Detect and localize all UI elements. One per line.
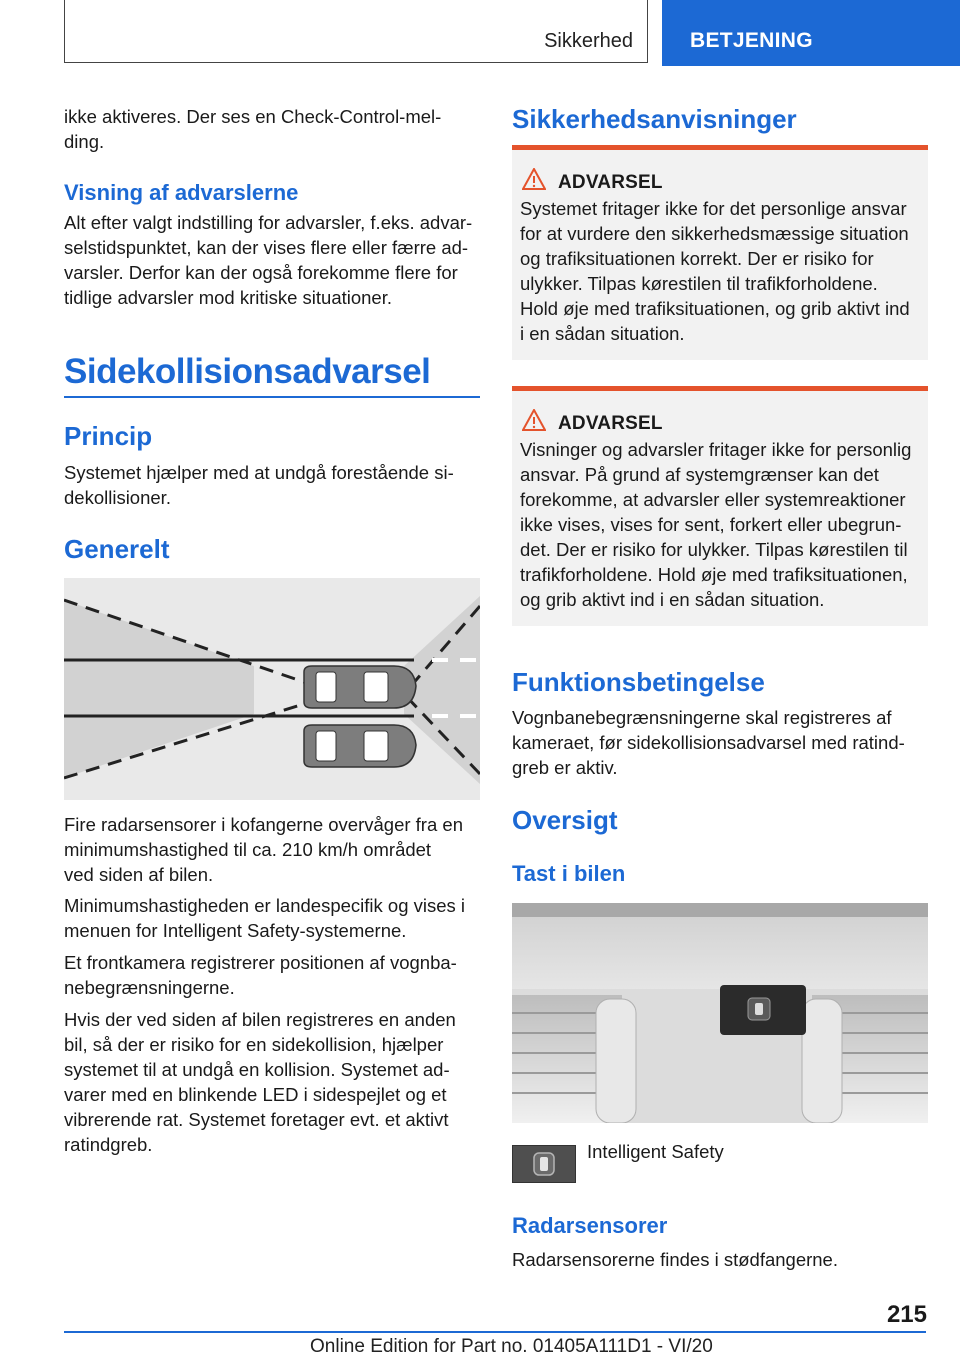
text-line: ding.: [64, 131, 105, 152]
text-line: vibrerende rat. Systemet foretager evt. et aktivt: [64, 1109, 449, 1130]
car-icon: [304, 666, 416, 708]
text-line: tidlige advarsler mod kritiske situationer.: [64, 287, 393, 308]
text-line: forekomme, at advarsler eller systemreaktioner: [520, 489, 906, 510]
text-line: Visninger og advarsler fritager ikke for personlig: [520, 439, 912, 460]
footer-rule: [64, 1331, 926, 1333]
warning-text: [512, 190, 928, 360]
warning-header: [512, 391, 928, 434]
text-line: minimumshastighed til ca. 210 km/h området: [64, 839, 432, 860]
button-label: Intelligent Safety: [587, 1141, 724, 1162]
text-line: varer med en blinkende LED i sidespejlet og et: [64, 1084, 447, 1105]
text-line: og trafiksituationen korrekt. Der er risiko for: [520, 248, 874, 269]
text-line: Vognbanebegrænsningerne skal registreres af: [512, 707, 892, 728]
warning-box: [512, 145, 928, 360]
text-line: selstidspunktet, kan der vises flere eller færre ad-: [64, 237, 469, 258]
text-line: Fire radarsensorer i kofangerne overvåger fra en: [64, 814, 463, 835]
princip-paragraph: [64, 460, 480, 510]
text-line: ratindgreb.: [64, 1134, 153, 1155]
speed-paragraph: [64, 893, 480, 943]
car-icon: [304, 725, 416, 767]
text-line: Minimumshastigheden er landespecifik og vises i: [64, 895, 466, 916]
text-line: ulykker. Tilpas kørestilen til trafikforholdene.: [520, 273, 878, 294]
chapter-tab: [662, 0, 960, 66]
text-line: trafikforholdene. Hold øje med trafiksituationen,: [520, 564, 908, 585]
funktion-paragraph: [512, 705, 928, 780]
sikkerhed-heading: Sikkerhedsanvisninger: [512, 104, 797, 134]
visning-heading: Visning af advarslerne: [64, 180, 299, 205]
text-line: nebegrænsningerne.: [64, 977, 235, 998]
funktion-heading: Funktionsbetingelse: [512, 667, 765, 697]
edition-footer: Online Edition for Part no. 01405A111D1 - VI/20: [310, 1336, 713, 1357]
warning-text: [512, 431, 928, 626]
warning-header: [512, 150, 928, 193]
text-line: varsler. Derfor kan der også forekomme flere for: [64, 262, 458, 283]
text-line: menuen for Intelligent Safety-systemerne.: [64, 920, 407, 941]
text-line: Alt efter valgt indstilling for advarsler, f.eks. advar-: [64, 212, 473, 233]
car-interior-photo: [512, 903, 928, 1123]
text-line: det. Der er risiko for ulykker. Tilpas kørestilen til: [520, 539, 908, 560]
text-line: og grib aktivt ind i en sådan situation.: [520, 589, 825, 610]
warning-title: ADVARSEL: [558, 172, 663, 193]
text-line: Systemet fritager ikke for det personlige ansvar: [520, 198, 907, 219]
header-section-title: Sikkerhed: [544, 30, 633, 52]
radar-location-paragraph: [512, 1247, 928, 1272]
lane-diagram-illustration: [64, 578, 480, 800]
text-line: for at vurdere den sikkerhedsmæssige situation: [520, 223, 909, 244]
text-line: dekollisioner.: [64, 487, 171, 508]
intelligent-safety-button-icon: [512, 1145, 576, 1183]
text-line: Hold øje med trafiksituationen, og grib aktivt ind: [520, 298, 910, 319]
page-number: 215: [886, 1301, 927, 1328]
text-line: i en sådan situation.: [520, 323, 685, 344]
text-line: Et frontkamera registrerer positionen af vognba-: [64, 952, 457, 973]
text-line: ikke vises, vises for sent, forkert eller ubegrun-: [520, 514, 902, 535]
text-line: Hvis der ved siden af bilen registreres en anden: [64, 1009, 456, 1030]
generelt-heading: Generelt: [64, 534, 170, 564]
text-line: ansvar. På grund af systemgrænser kan det: [520, 464, 879, 485]
text-line: kameraet, før sidekollisionsadvarsel med ratind-: [512, 732, 905, 753]
chapter-tab-label: BETJENING: [690, 29, 813, 52]
text-line: Radarsensorerne findes i stødfangerne.: [512, 1249, 838, 1270]
intro-paragraph: [64, 104, 480, 154]
radar-heading: Radarsensorer: [512, 1213, 668, 1238]
radar-paragraph: [64, 812, 480, 887]
text-line: greb er aktiv.: [512, 757, 618, 778]
warning-box: [512, 386, 928, 626]
running-header: [64, 0, 648, 63]
tast-heading: Tast i bilen: [512, 861, 626, 886]
warning-title: ADVARSEL: [558, 413, 663, 434]
visning-paragraph: [64, 210, 480, 310]
text-line: ved siden af bilen.: [64, 864, 214, 885]
text-line: Systemet hjælper med at undgå forestående si-: [64, 462, 454, 483]
collision-paragraph: [64, 1007, 480, 1157]
camera-paragraph: [64, 950, 480, 1000]
warning-triangle-icon: [522, 168, 546, 190]
princip-heading: Princip: [64, 421, 153, 451]
text-line: ikke aktiveres. Der ses en Check-Control-mel-: [64, 106, 442, 127]
heading-rule: [64, 396, 480, 398]
main-heading: Sidekollisionsadvarsel: [64, 352, 431, 391]
text-line: bil, så der er risiko for en sidekollision, hjælper: [64, 1034, 444, 1055]
text-line: systemet til at undgå en kollision. Systemet ad-: [64, 1059, 450, 1080]
oversigt-heading: Oversigt: [512, 805, 618, 835]
warning-triangle-icon: [522, 409, 546, 431]
